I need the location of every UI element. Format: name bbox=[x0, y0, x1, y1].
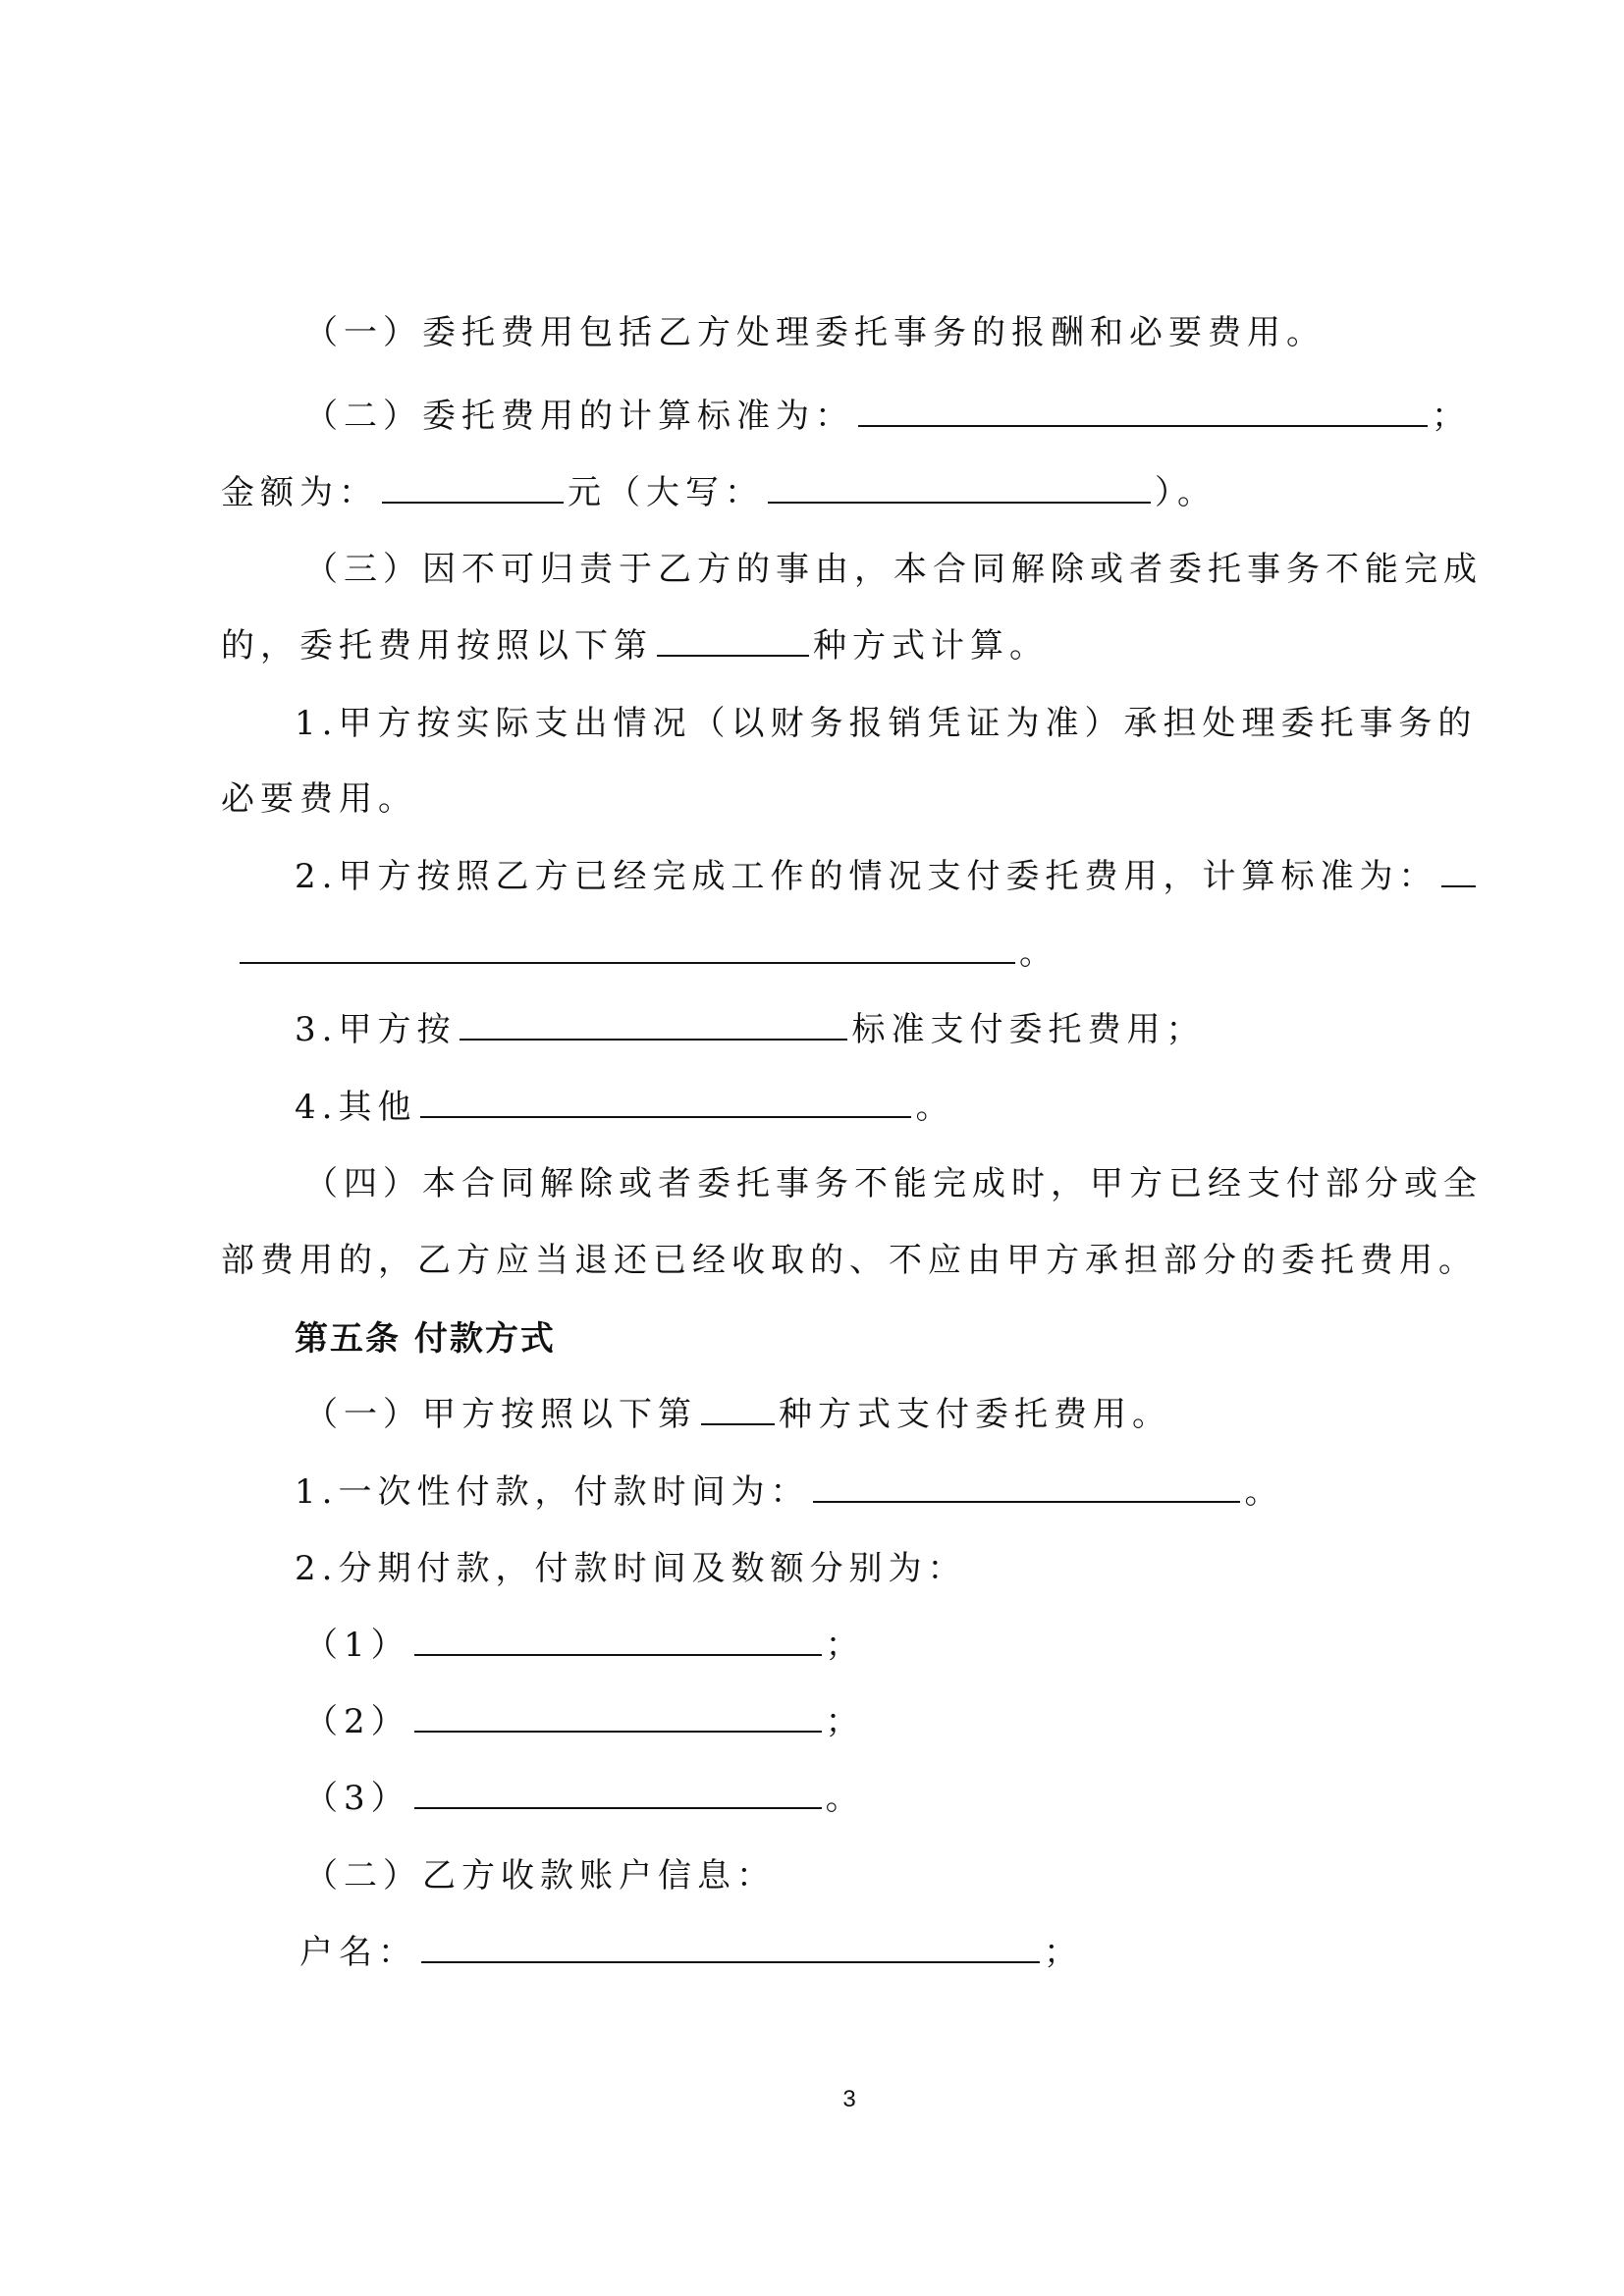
amount-uppercase-field[interactable] bbox=[768, 472, 1151, 504]
clause-refund-continued: 部费用的，乙方应当退还已经收取的、不应由甲方承担部分的委托费用。 bbox=[221, 1241, 1478, 1280]
installment-1: （1） ； bbox=[304, 1626, 865, 1665]
option-2-continued: 。 bbox=[236, 933, 1058, 974]
option-1-actual-expense: 1.甲方按实际支出情况（以财务报销凭证为准）承担处理委托事务的 bbox=[295, 704, 1478, 743]
installment-2: （2） ； bbox=[304, 1702, 865, 1741]
section-heading-article-5: 第五条 付款方式 bbox=[295, 1319, 556, 1359]
lump-sum-time-field[interactable] bbox=[813, 1471, 1240, 1503]
option-2-work-completed: 2.甲方按照乙方已经完成工作的情况支付委托费用，计算标准为： bbox=[295, 856, 1480, 897]
option-3-standard: 3.甲方按 标准支付委托费用； bbox=[295, 1010, 1206, 1049]
work-standard-field-start[interactable] bbox=[1441, 856, 1476, 887]
clause-fee-amount: 金额为： 元（大写： ）。 bbox=[221, 473, 1217, 512]
option-4-field[interactable] bbox=[420, 1087, 911, 1118]
clause-account-info: （二）乙方收款账户信息： bbox=[304, 1856, 776, 1896]
work-standard-field[interactable] bbox=[240, 933, 1015, 964]
clause-payment-method: （一）甲方按照以下第 种方式支付委托费用。 bbox=[304, 1395, 1171, 1434]
clause-fee-composition: （一）委托费用包括乙方处理委托事务的报酬和必要费用。 bbox=[304, 313, 1326, 352]
fee-standard-field[interactable] bbox=[858, 396, 1428, 427]
payment-method-choice-field[interactable] bbox=[701, 1394, 775, 1425]
clause-fee-standard: （二）委托费用的计算标准为： ； bbox=[304, 397, 1471, 436]
clause-termination-method: 的，委托费用按照以下第 种方式计算。 bbox=[221, 626, 1049, 666]
installment-1-field[interactable] bbox=[414, 1625, 822, 1656]
amount-field[interactable] bbox=[382, 472, 564, 504]
clause-refund: （四）本合同解除或者委托事务不能完成时，甲方已经支付部分或全 bbox=[304, 1164, 1483, 1203]
option-4-other: 4.其他 。 bbox=[295, 1088, 955, 1127]
installment-2-field[interactable] bbox=[414, 1701, 822, 1733]
account-name-field[interactable] bbox=[421, 1932, 1040, 1963]
account-name: 户名： ； bbox=[299, 1933, 1083, 1972]
payment-installments: 2.分期付款，付款时间及数额分别为： bbox=[295, 1549, 967, 1588]
payment-lump-sum: 1.一次性付款，付款时间为： 。 bbox=[295, 1472, 1284, 1512]
option-3-standard-field[interactable] bbox=[460, 1009, 847, 1041]
option-1-continued: 必要费用。 bbox=[221, 779, 417, 819]
clause-termination: （三）因不可归责于乙方的事由，本合同解除或者委托事务不能完成 bbox=[304, 550, 1483, 589]
installment-3-field[interactable] bbox=[414, 1778, 822, 1809]
method-choice-field[interactable] bbox=[657, 625, 809, 657]
page-number: 3 bbox=[842, 2086, 856, 2112]
installment-3: （3） 。 bbox=[304, 1779, 865, 1818]
